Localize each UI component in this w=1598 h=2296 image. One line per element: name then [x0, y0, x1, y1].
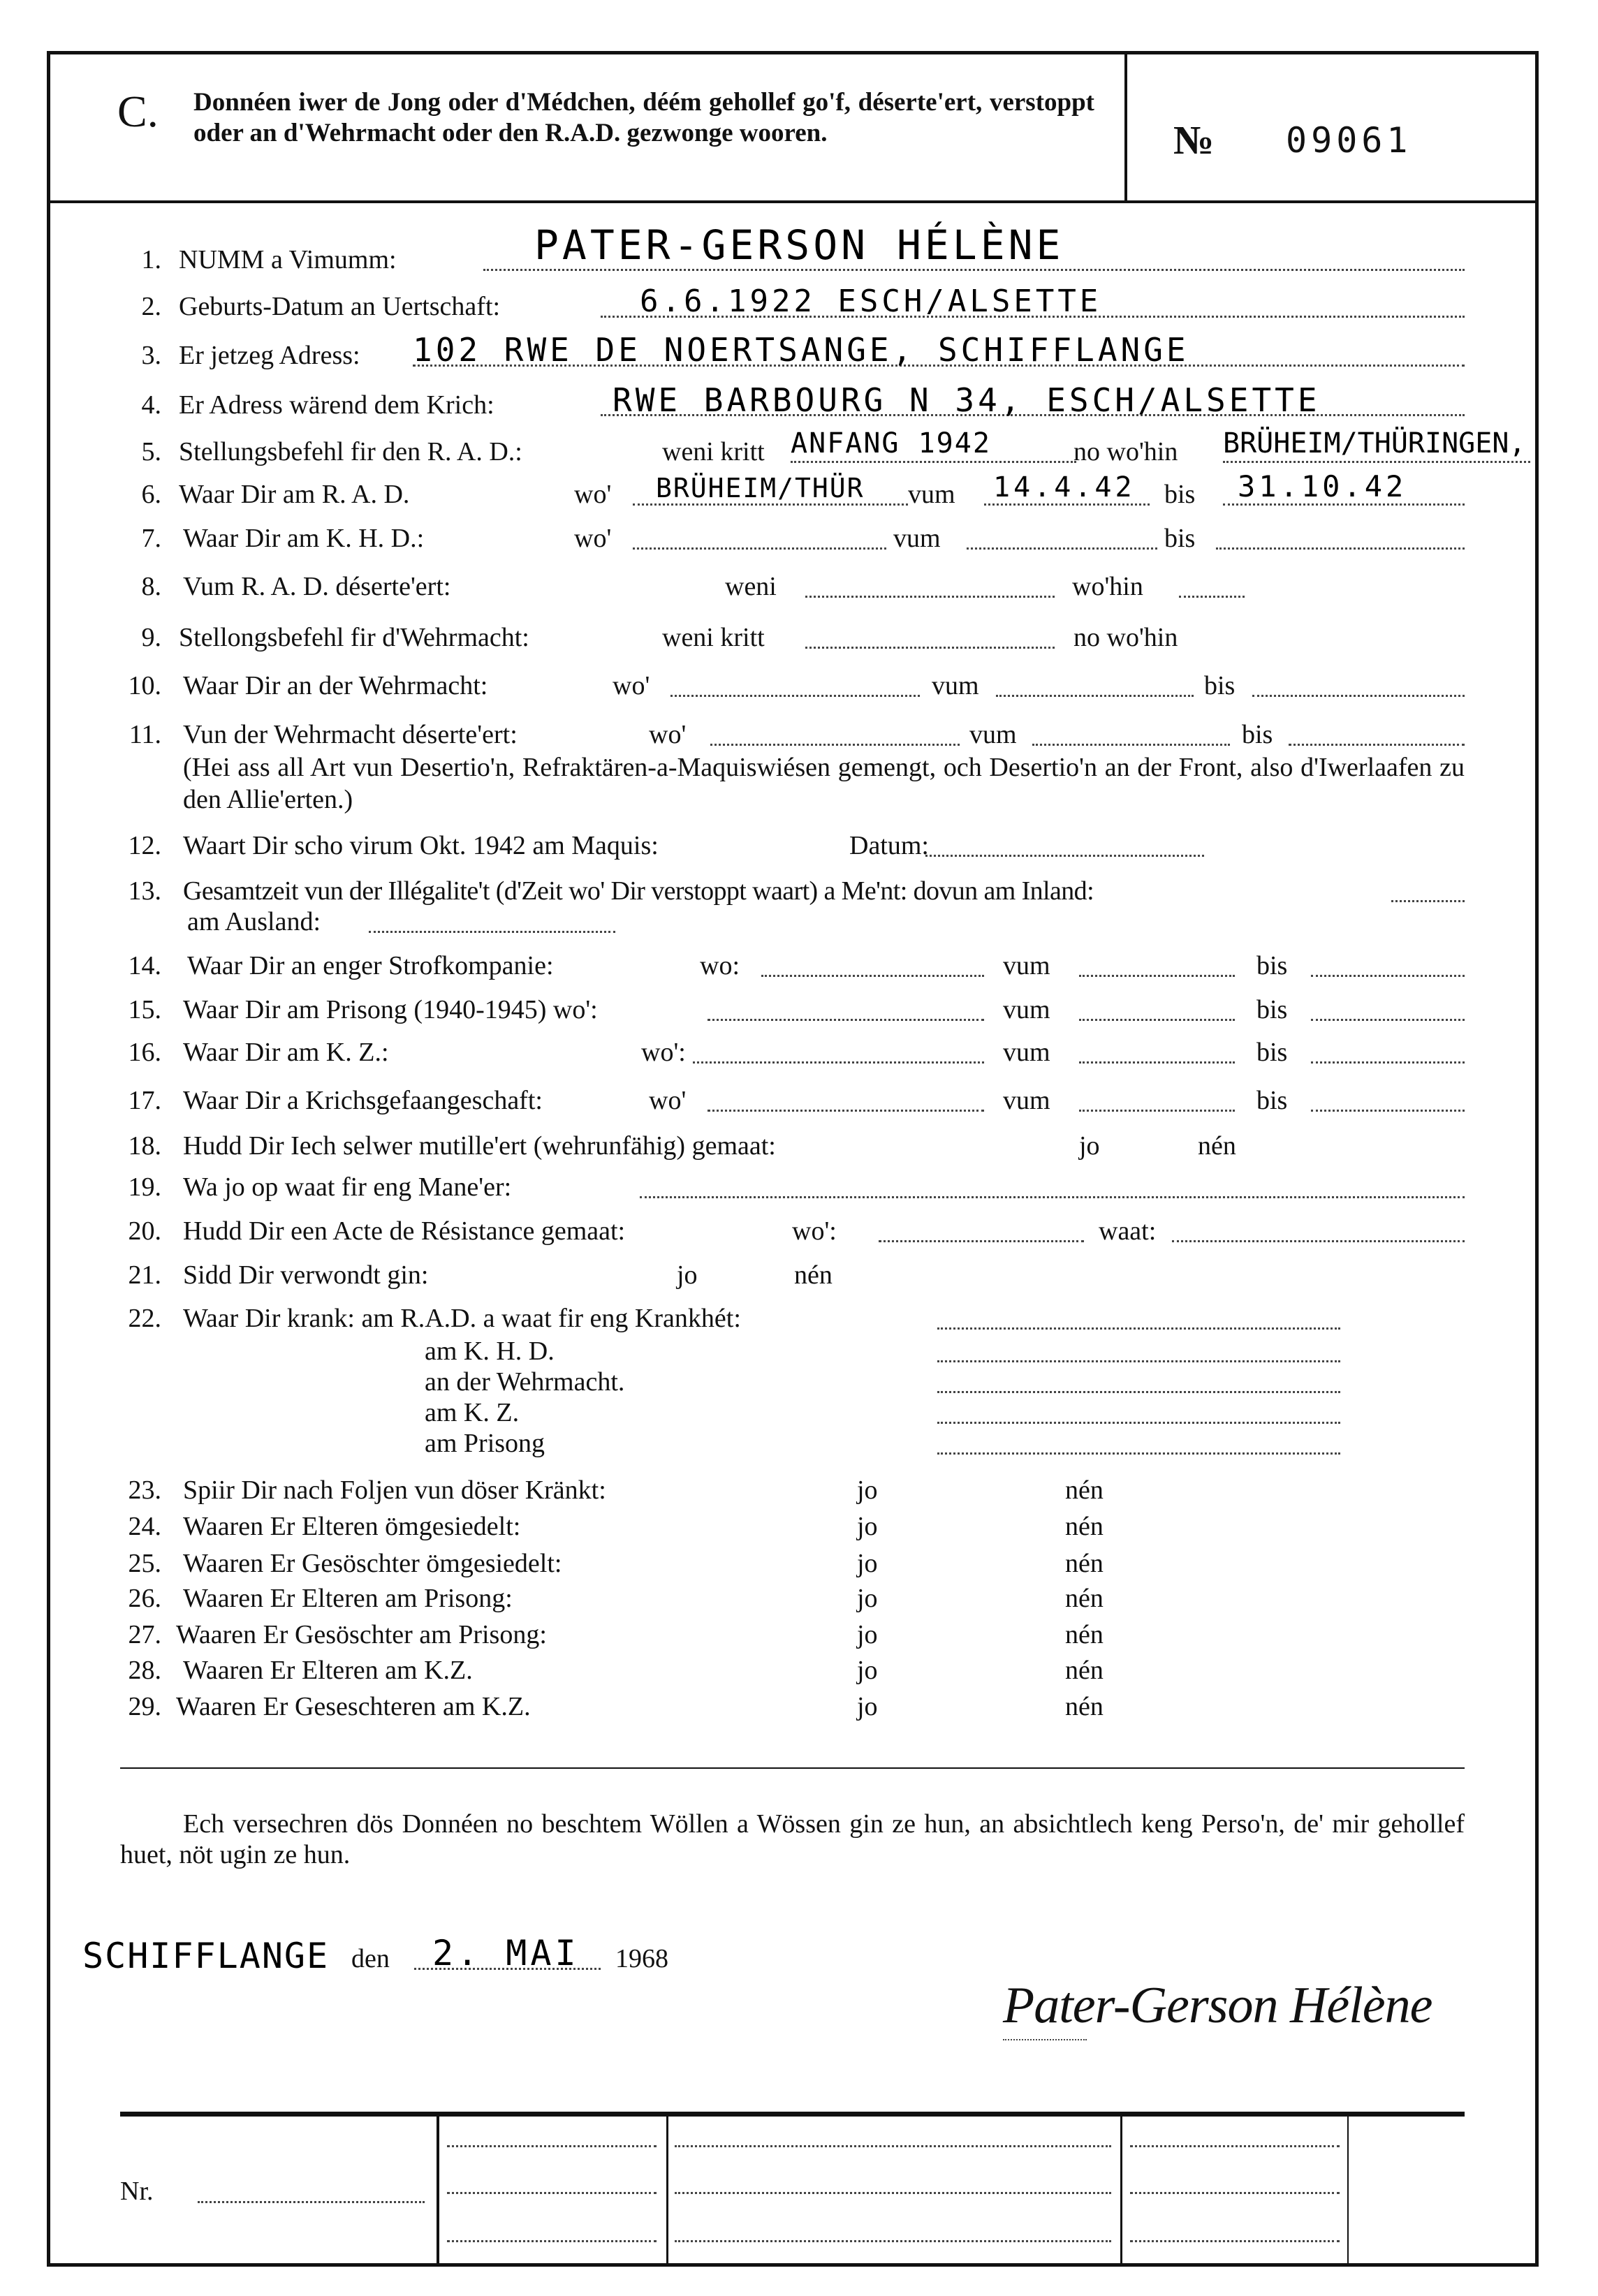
from-line[interactable]	[1079, 975, 1235, 977]
form-number: 09061	[1286, 120, 1412, 161]
row-number: 26.	[128, 1584, 161, 1613]
from-label: vum	[1003, 951, 1050, 980]
no-option[interactable]: nén	[1065, 1549, 1104, 1578]
where-label: wo'	[649, 720, 687, 749]
resistance-label: Hudd Dir een Acte de Résistance gemaat:	[183, 1216, 626, 1246]
illness-line[interactable]	[937, 1422, 1340, 1424]
war-address-value[interactable]: RWE BARBOURG N 34, ESCH/ALSETTE	[613, 381, 1321, 419]
footer-column-divider	[666, 2116, 668, 2267]
siblings-camp-label: Waaren Er Geseschteren am K.Z.	[176, 1692, 531, 1721]
to-label: bis	[1164, 524, 1196, 553]
rad-desertion-label: Vum R. A. D. déserte'ert:	[183, 572, 451, 601]
row-number: 18.	[128, 1131, 161, 1161]
no-option[interactable]: nén	[1065, 1476, 1104, 1505]
footer-table-top	[120, 2112, 1465, 2117]
illness-sub-label: am K. H. D.	[425, 1337, 555, 1366]
where-line[interactable]	[693, 1061, 984, 1064]
from-label: vum	[1003, 995, 1050, 1024]
from-line[interactable]	[1079, 1019, 1235, 1021]
row-number: 14.	[128, 951, 161, 980]
footer-line[interactable]	[1130, 2240, 1340, 2242]
from-line[interactable]	[1032, 744, 1230, 746]
yes-option[interactable]: jo	[857, 1476, 878, 1505]
parents-resettled-label: Waaren Er Elteren ömgesiedelt:	[183, 1512, 521, 1541]
parents-prison-label: Waaren Er Elteren am Prisong:	[183, 1584, 513, 1613]
war-address-label: Er Adress wärend dem Krich:	[179, 390, 494, 420]
no-option[interactable]: nén	[1065, 1620, 1104, 1649]
desertion-note: (Hei ass all Art vun Desertio'n, Refraktären-a-Maquiswiésen gemengt, och Desertio'n an der Front, also d'Iwerlaafen zu den Allie'erten.)	[183, 753, 1465, 814]
birth-label: Geburts-Datum an Uertschaft:	[179, 292, 501, 321]
when-label: weni	[725, 572, 777, 601]
row-number: 10.	[128, 671, 161, 700]
camp-label: Waar Dir am K. Z.:	[183, 1038, 389, 1067]
row-number: 21.	[128, 1260, 161, 1290]
khd-label: Waar Dir am K. H. D.:	[183, 524, 425, 553]
row-number: 16.	[128, 1038, 161, 1067]
rad-service-from[interactable]: 14.4.42	[993, 471, 1136, 503]
manner-line[interactable]	[640, 1196, 1465, 1198]
what-line[interactable]	[1172, 1240, 1465, 1242]
illness-label: Waar Dir krank: am R.A.D. a waat fir eng Krankhét:	[183, 1304, 741, 1333]
section-divider	[120, 1767, 1465, 1769]
no-option[interactable]: nén	[794, 1260, 833, 1290]
to-label: bis	[1256, 995, 1288, 1024]
maquis-label: Waart Dir scho virum Okt. 1942 am Maquis:	[183, 831, 659, 860]
date-line[interactable]	[925, 855, 1204, 857]
illegality-label: Gesamtzeit vun der Illégalite't (d'Zeit wo' Dir verstoppt waart) a Me'nt: dovun am Inland:	[183, 876, 1094, 906]
row-number: 3.	[141, 341, 161, 370]
abroad-line[interactable]	[369, 931, 615, 933]
to-line[interactable]	[1311, 975, 1465, 977]
rad-order-place[interactable]: BRÜHEIM/THÜRINGEN,	[1223, 427, 1526, 459]
to-line[interactable]	[1311, 1110, 1465, 1112]
row-number: 29.	[128, 1692, 161, 1721]
where-line[interactable]	[710, 744, 960, 746]
den-label: den	[351, 1944, 390, 1973]
from-label: vum	[908, 480, 955, 509]
nr-line[interactable]	[198, 2201, 425, 2203]
prison-label: Waar Dir am Prisong (1940-1945) wo':	[183, 995, 598, 1024]
to-label: bis	[1256, 1038, 1288, 1067]
to-line[interactable]	[1252, 695, 1465, 697]
siblings-resettled-label: Waaren Er Gesöschter ömgesiedelt:	[183, 1549, 562, 1578]
row-number: 13.	[128, 876, 161, 906]
from-line[interactable]	[967, 547, 1157, 550]
nr-label: Nr.	[120, 2177, 154, 2206]
rad-order-date[interactable]: ANFANG 1942	[791, 427, 991, 459]
where-label: wo'	[574, 524, 612, 553]
row-number: 11.	[129, 720, 161, 749]
signing-place[interactable]: SCHIFFLANGE	[82, 1936, 330, 1976]
footer-line[interactable]	[1130, 2145, 1340, 2147]
where-line[interactable]	[670, 695, 920, 697]
row-number: 4.	[141, 390, 161, 420]
row-number: 17.	[128, 1086, 161, 1115]
row-number: 15.	[128, 995, 161, 1024]
where-label: wo'	[613, 671, 650, 700]
from-label: vum	[893, 524, 941, 553]
footer-line[interactable]	[447, 2240, 657, 2242]
where-label: wo:	[700, 951, 740, 980]
wehrmacht-desertion-label: Vun der Wehrmacht déserte'ert:	[183, 720, 518, 749]
illness-line[interactable]	[937, 1391, 1340, 1393]
yes-option[interactable]: jo	[857, 1584, 878, 1613]
rad-service-to[interactable]: 31.10.42	[1238, 469, 1407, 503]
siblings-prison-label: Waaren Er Gesöschter am Prisong:	[176, 1620, 547, 1649]
parents-camp-label: Waaren Er Elteren am K.Z.	[183, 1656, 473, 1685]
penal-company-label: Waar Dir an enger Strofkompanie:	[187, 951, 554, 980]
illness-sub-label: am K. Z.	[425, 1398, 520, 1427]
section-letter: C.	[117, 87, 159, 136]
row-number: 6.	[141, 480, 161, 509]
row-number: 28.	[128, 1656, 161, 1685]
from-label: vum	[1003, 1086, 1050, 1115]
date-label: Datum:	[849, 831, 929, 860]
where-line	[633, 503, 908, 506]
wounded-label: Sidd Dir verwondt gin:	[183, 1260, 429, 1290]
yes-option[interactable]: jo	[857, 1620, 878, 1649]
no-option[interactable]: nén	[1065, 1584, 1104, 1613]
footer-line[interactable]	[675, 2192, 1111, 2194]
where-line[interactable]	[708, 1110, 984, 1112]
illness-sub-label: am Prisong	[425, 1429, 545, 1458]
form-title: Donnéen iwer de Jong oder d'Médchen, déém gehollef go'f, déserte'ert, verstoppt oder an d'Wehrmacht oder den R.A.D. gezwonge wooren.	[193, 88, 1094, 147]
where-line[interactable]	[879, 1240, 1084, 1242]
yes-option[interactable]: jo	[857, 1512, 878, 1541]
where-line[interactable]	[1179, 596, 1245, 598]
illness-line[interactable]	[937, 1452, 1340, 1455]
from-label: vum	[969, 720, 1017, 749]
name-label: NUMM a Vimumm:	[179, 245, 397, 274]
signature: Pater-Gerson Hélène	[1003, 1977, 1432, 2034]
to-line	[1223, 503, 1465, 506]
when-line[interactable]	[805, 647, 1055, 649]
signing-year: 1968	[615, 1944, 668, 1973]
yes-option[interactable]: jo	[857, 1549, 878, 1578]
footer-line[interactable]	[447, 2192, 657, 2194]
where-label: no wo'hin	[1073, 623, 1178, 652]
when-label: weni kritt	[662, 623, 765, 652]
from-label: vum	[1003, 1038, 1050, 1067]
footer-line[interactable]	[447, 2145, 657, 2147]
header-divider	[47, 200, 1539, 203]
row-number: 24.	[128, 1512, 161, 1541]
row-number: 20.	[128, 1216, 161, 1246]
where-label: wo'	[649, 1086, 687, 1115]
self-mutilation-label: Hudd Dir Iech selwer mutille'ert (wehrunfähig) gemaat:	[183, 1131, 776, 1161]
declaration-text: Ech versechren dös Donnéen no beschtem Wöllen a Wössen gin ze hun, an absichtlech keng Perso'n, de' mir gehollef huet, nöt ugin ze hun.	[120, 1809, 1465, 1869]
footer-line[interactable]	[675, 2240, 1111, 2242]
abroad-label: am Ausland:	[187, 907, 321, 936]
row-number: 25.	[128, 1549, 161, 1578]
row-number: 7.	[141, 524, 161, 553]
where-line[interactable]	[708, 1019, 984, 1021]
from-line[interactable]	[1079, 1061, 1235, 1064]
illness-sub-label: an der Wehrmacht.	[425, 1367, 625, 1397]
name-line	[483, 269, 1465, 271]
from-line[interactable]	[996, 695, 1194, 697]
to-line[interactable]	[1311, 1061, 1465, 1064]
row-number: 5.	[141, 437, 161, 466]
to-line[interactable]	[1289, 744, 1465, 746]
illness-line[interactable]	[937, 1327, 1340, 1330]
where-line[interactable]	[761, 975, 984, 977]
no-option[interactable]: nén	[1198, 1131, 1236, 1161]
where-label: wo':	[641, 1038, 686, 1067]
rad-order-label: Stellungsbefehl fir den R. A. D.:	[179, 437, 522, 466]
row-number: 22.	[128, 1304, 161, 1333]
to-label: bis	[1204, 671, 1236, 700]
to-label: bis	[1164, 480, 1196, 509]
row-number: 2.	[141, 292, 161, 321]
where-label: wo':	[792, 1216, 837, 1246]
where-line	[1223, 461, 1530, 463]
row-number: 9.	[141, 623, 161, 652]
where-label: wo'hin	[1072, 572, 1143, 601]
inland-line[interactable]	[1391, 900, 1465, 902]
to-label: bis	[1242, 720, 1273, 749]
row-number: 27.	[128, 1620, 161, 1649]
from-label: vum	[932, 671, 979, 700]
yes-option[interactable]: jo	[1079, 1131, 1100, 1161]
illness-line[interactable]	[937, 1360, 1340, 1362]
footer-line[interactable]	[675, 2145, 1111, 2147]
from-line	[984, 503, 1150, 506]
rad-service-label: Waar Dir am R. A. D.	[179, 480, 410, 509]
row-number: 8.	[141, 572, 161, 601]
to-line[interactable]	[1311, 1019, 1465, 1021]
when-line[interactable]	[805, 596, 1055, 598]
to-line[interactable]	[1216, 547, 1465, 550]
to-label: bis	[1256, 1086, 1288, 1115]
wehrmacht-order-label: Stellongsbefehl fir d'Wehrmacht:	[179, 623, 529, 652]
to-label: bis	[1256, 951, 1288, 980]
no-option[interactable]: nén	[1065, 1512, 1104, 1541]
row-number: 19.	[128, 1172, 161, 1202]
manner-label: Wa jo op waat fir eng Mane'er:	[183, 1172, 512, 1202]
no-option[interactable]: nén	[1065, 1692, 1104, 1721]
consequences-label: Spiir Dir nach Foljen vun döser Kränkt:	[183, 1476, 606, 1505]
row-number: 23.	[128, 1476, 161, 1505]
no-option[interactable]: nén	[1065, 1656, 1104, 1685]
rad-service-place[interactable]: BRÜHEIM/THÜR	[656, 473, 865, 503]
pow-label: Waar Dir a Krichsgefaangeschaft:	[183, 1086, 543, 1115]
birth-value[interactable]: 6.6.1922 ESCH/ALSETTE	[640, 284, 1102, 319]
when-line	[791, 461, 1076, 463]
wehrmacht-service-label: Waar Dir an der Wehrmacht:	[183, 671, 488, 700]
where-line[interactable]	[633, 547, 886, 550]
header-divider-vertical	[1124, 51, 1127, 200]
when-label: weni kritt	[662, 437, 765, 466]
footer-column-divider	[1120, 2116, 1122, 2267]
row-number: 12.	[128, 831, 161, 860]
where-label: wo'	[574, 480, 612, 509]
footer-column-divider	[1347, 2116, 1349, 2267]
number-label: №	[1173, 117, 1215, 163]
signature-line	[1003, 2039, 1087, 2040]
yes-option[interactable]: jo	[857, 1692, 878, 1721]
yes-option[interactable]: jo	[677, 1260, 698, 1290]
footer-column-divider	[437, 2116, 439, 2267]
what-label: waat:	[1099, 1216, 1157, 1246]
from-line[interactable]	[1079, 1110, 1235, 1112]
address-label: Er jetzeg Adress:	[179, 341, 360, 370]
yes-option[interactable]: jo	[857, 1656, 878, 1685]
address-value[interactable]: 102 RWE DE NOERTSANGE, SCHIFFLANGE	[413, 331, 1189, 369]
signing-date[interactable]: 2. MAI	[432, 1933, 580, 1973]
name-value[interactable]: PATER-GERSON HÉLÈNE	[534, 221, 1064, 269]
where-label: no wo'hin	[1073, 437, 1178, 466]
row-number: 1.	[141, 245, 161, 274]
footer-line[interactable]	[1130, 2192, 1340, 2194]
